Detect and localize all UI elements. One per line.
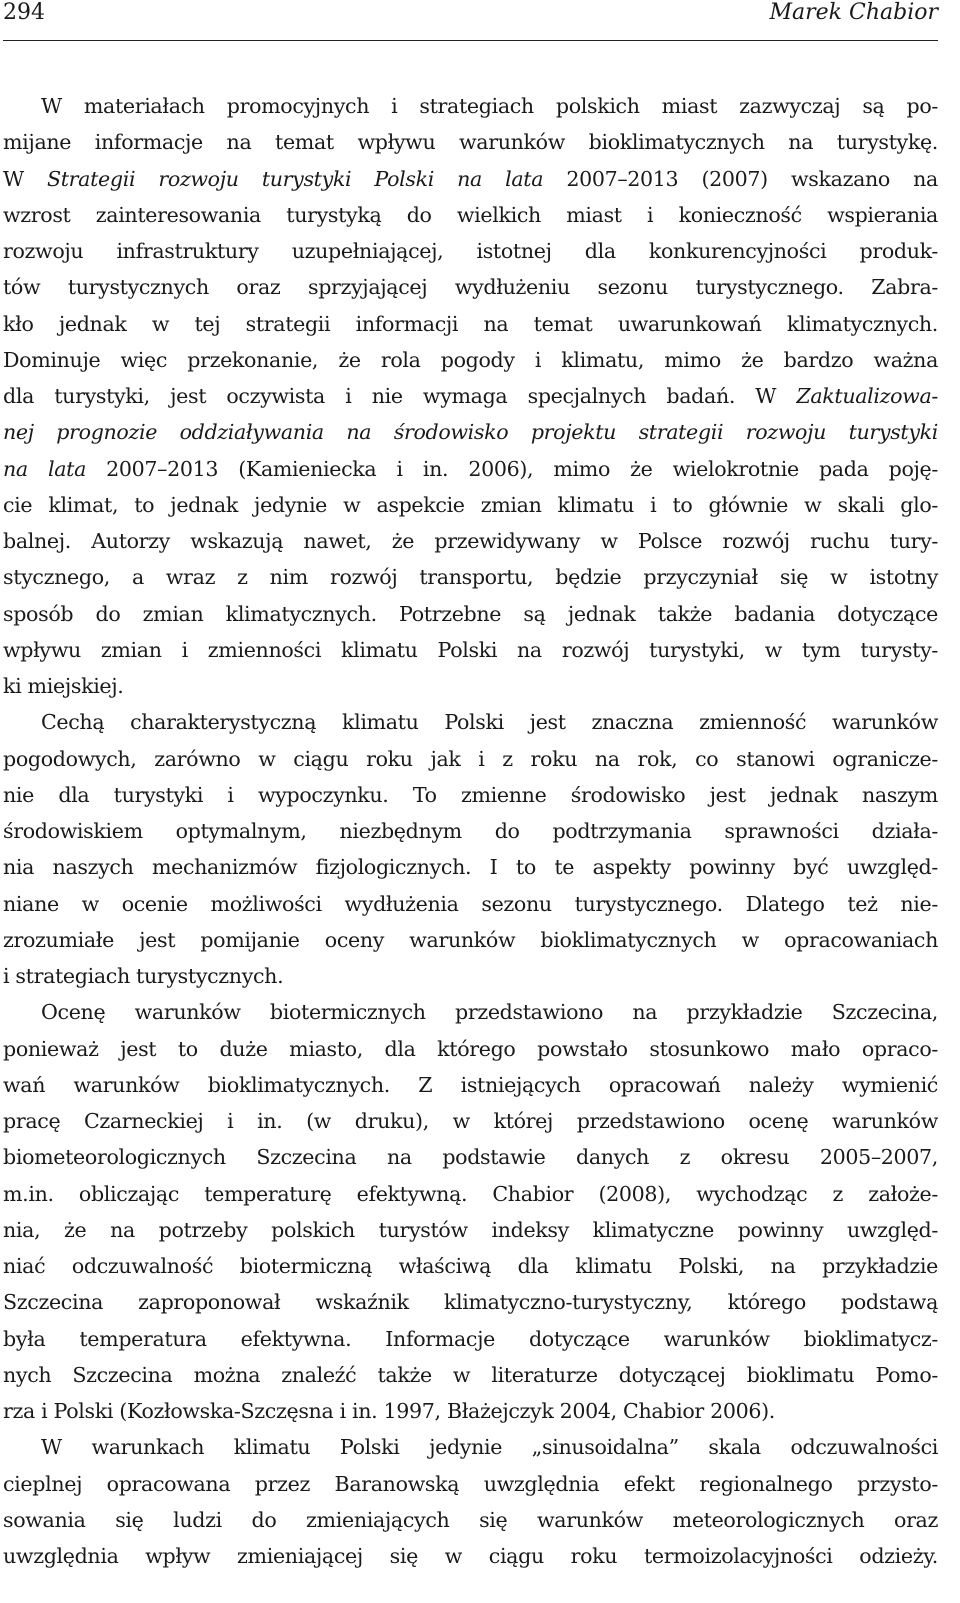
body-text [3,88,938,1574]
text-line: ki miejskiej. [3,674,124,698]
text-line: wzrost zainteresowania turystyką do wielkich miast i konieczność wspierania [3,202,938,227]
text-line: i strategiach turystycznych. [3,964,284,988]
italic-title: na lata [3,456,86,481]
text-line: wań warunków bioklimatycznych. Z istniejących opracowań należy wymienić [3,1072,938,1097]
text-line: środowiskiem optymalnym, niezbędnym do podtrzymania sprawności działa- [3,819,938,843]
text-line: Dominuje więc przekonanie, że rola pogody i klimatu, mimo że bardzo ważna [3,347,938,372]
text-line: cieplnej opracowana przez Baranowską uwzględnia efekt regionalnego przysto- [3,1471,938,1496]
text-line: ponieważ jest to duże miasto, dla którego powstało stosunkowo mało opraco- [3,1036,938,1061]
text-line: zrozumiałe jest pomijanie oceny warunków bioklimatycznych w opracowaniach [3,927,938,952]
text-line: cie klimat, to jednak jedynie w aspekcie zmian klimatu i to głównie w skali glo- [3,492,938,517]
text-line: rozwoju infrastruktury uzupełniającej, istotnej dla konkurencyjności produk- [3,239,938,263]
text-line: niać odczuwalność biotermiczną właściwą dla klimatu Polski, na przykładzie [3,1254,938,1278]
text-line: biometeorologicznych Szczecina na podstawie danych z okresu 2005–2007, [3,1145,938,1170]
text-line: Cechą charakterystyczną klimatu Polski jest znaczna zmienność warunków [41,710,938,735]
text-line: nia naszych mechanizmów fizjologicznych. I to te aspekty powinny być uwzględ- [3,855,938,880]
text-line: Ocenę warunków biotermicznych przedstawiono na przykładzie Szczecina, [41,1000,938,1025]
text-line: W Strategii rozwoju turystyki Polski na lata 2007–2013 (2007) wskazano na [3,166,938,191]
text-line: tów turystycznych oraz sprzyjającej wydłużeniu sezonu turystycznego. Zabra- [3,275,938,300]
italic-title: Zaktualizowa- [796,384,938,408]
text-line: na lata 2007–2013 (Kamieniecka i in. 2006), mimo że wielokrotnie pada poję- [3,456,938,481]
running-header-author: Marek Chabior [769,0,938,25]
text-line: wpływu zmian i zmienności klimatu Polski na rozwój turystyki, w tym turysty- [3,637,938,662]
text-line: nia, że na potrzeby polskich turystów indeksy klimatyczne powinny uwzględ- [3,1217,938,1242]
italic-title: Strategii rozwoju turystyki Polski na lata [47,166,544,191]
text-line: nie dla turystyki i wypoczynku. To zmienne środowisko jest jednak naszym [3,782,938,807]
text-line: sowania się ludzi do zmieniających się warunków meteorologicznych oraz [3,1507,938,1532]
text-line: W warunkach klimatu Polski jedynie „sinusoidalna” skala odczuwalności [41,1435,938,1460]
running-header [3,0,938,41]
text-line: nych Szczecina można znaleźć także w literaturze dotyczącej bioklimatu Pomo- [3,1362,938,1387]
page-number: 294 [3,0,45,25]
text-line: balnej. Autorzy wskazują nawet, że przewidywany w Polsce rozwój ruchu tury- [3,529,938,553]
text-line: W materiałach promocyjnych i strategiach polskich miast zazwyczaj są po- [41,94,938,118]
text-line: rza i Polski (Kozłowska-Szczęsna i in. 1997, Błażejczyk 2004, Chabior 2006). [3,1399,776,1423]
text-line: była temperatura efektywna. Informacje dotyczące warunków bioklimatycz- [3,1326,938,1351]
text-line: m.in. obliczając temperaturę efektywną. Chabior (2008), wychodząc z założe- [3,1181,938,1206]
text-line: nej prognozie oddziaływania na środowisko projektu strategii rozwoju turystyki [3,420,938,445]
text-line: uwzględnia wpływ zmieniającej się w ciągu roku termoizolacyjności odzieży. [3,1544,938,1568]
text-line: Szczecina zaproponował wskaźnik klimatyczno-turystyczny, którego podstawą [3,1290,938,1315]
text-line: pogodowych, zarówno w ciągu roku jak i z roku na rok, co stanowi ogranicze- [3,746,938,771]
text-line: sposób do zmian klimatycznych. Potrzebne są jednak także badania dotyczące [3,601,938,626]
text-line: stycznego, a wraz z nim rozwój transportu, będzie przyczyniał się w istotny [3,565,938,590]
text-line: niane w ocenie możliwości wydłużenia sezonu turystycznego. Dlatego też nie- [3,891,938,916]
text-line: kło jednak w tej strategii informacji na temat uwarunkowań klimatycznych. [3,311,938,336]
text-line: dla turystyki, jest oczywista i nie wymaga specjalnych badań. W Zaktualizowa- [3,384,938,408]
text-line: pracę Czarneckiej i in. (w druku), w której przedstawiono ocenę warunków [3,1109,938,1133]
text-line: mijane informacje na temat wpływu warunków bioklimatycznych na turystykę. [3,130,938,155]
